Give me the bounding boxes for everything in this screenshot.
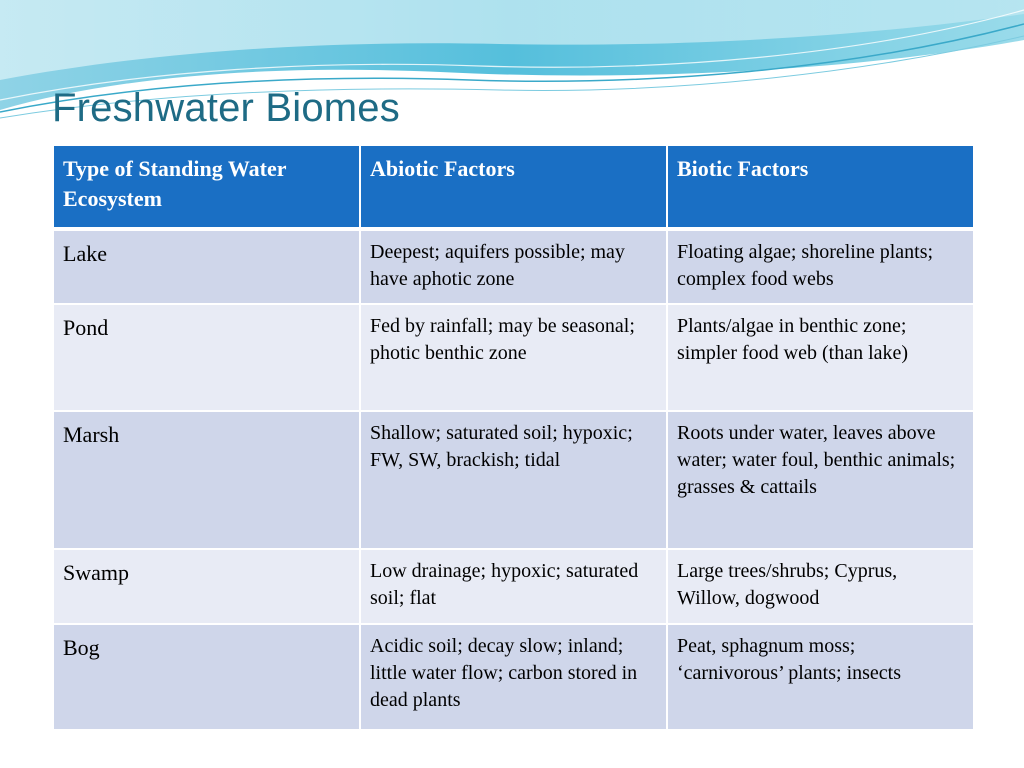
row-biotic: Large trees/shrubs; Cyprus, Willow, dogwood [667, 549, 974, 624]
row-biotic: Floating algae; shoreline plants; complex food webs [667, 229, 974, 304]
row-type: Marsh [53, 411, 360, 549]
row-type: Pond [53, 304, 360, 411]
row-abiotic: Shallow; saturated soil; hypoxic; FW, SW, brackish; tidal [360, 411, 667, 549]
slide-title: Freshwater Biomes [52, 86, 400, 130]
biomes-table [52, 144, 975, 731]
row-biotic: Roots under water, leaves above water; water foul, benthic animals; grasses & cattails [667, 411, 974, 549]
table-row [53, 624, 974, 730]
row-abiotic: Deepest; aquifers possible; may have aphotic zone [360, 229, 667, 304]
row-type: Lake [53, 229, 360, 304]
row-type: Swamp [53, 549, 360, 624]
row-abiotic: Acidic soil; decay slow; inland; little water flow; carbon stored in dead plants [360, 624, 667, 730]
row-type: Bog [53, 624, 360, 730]
row-biotic: Peat, sphagnum moss; ‘carnivorous’ plants; insects [667, 624, 974, 730]
table-row [53, 549, 974, 624]
row-biotic: Plants/algae in benthic zone; simpler food web (than lake) [667, 304, 974, 411]
header-type: Type of Standing Water Ecosystem [53, 145, 360, 229]
header-biotic: Biotic Factors [667, 145, 974, 229]
row-abiotic: Low drainage; hypoxic; saturated soil; flat [360, 549, 667, 624]
table-row [53, 304, 974, 411]
table-row [53, 229, 974, 304]
table-row [53, 411, 974, 549]
table-header-row [53, 145, 974, 229]
row-abiotic: Fed by rainfall; may be seasonal; photic benthic zone [360, 304, 667, 411]
header-abiotic: Abiotic Factors [360, 145, 667, 229]
